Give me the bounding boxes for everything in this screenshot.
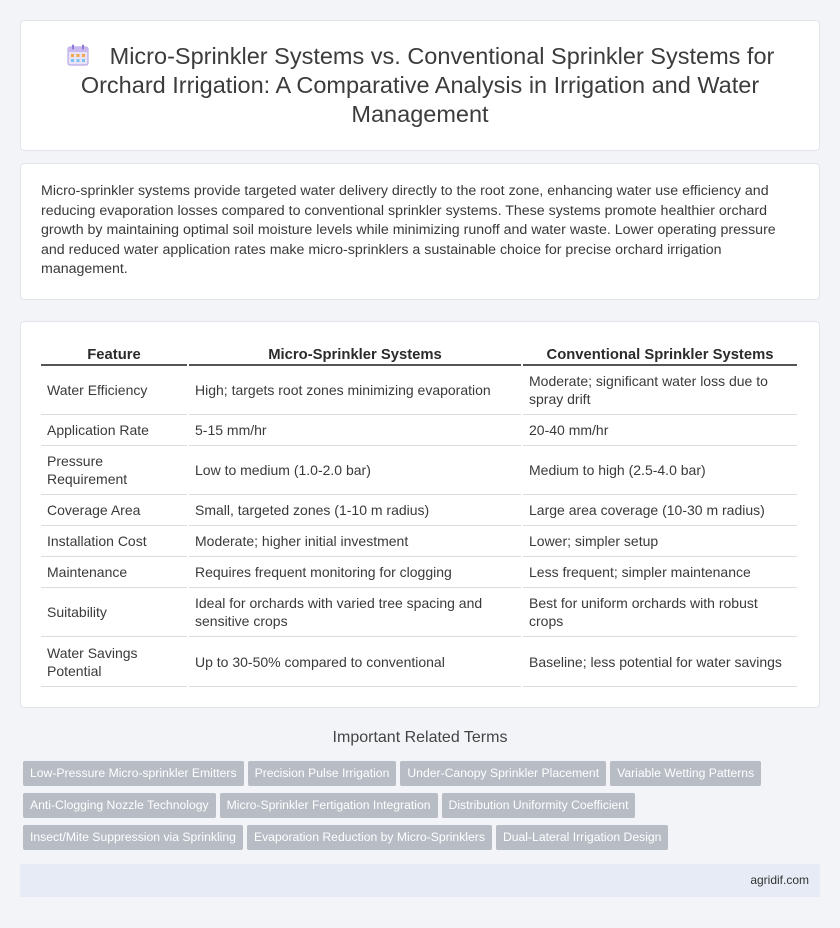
- table-cell: Less frequent; simpler maintenance: [523, 557, 797, 588]
- related-term-tag[interactable]: Low-Pressure Micro-sprinkler Emitters: [23, 761, 244, 786]
- table-cell: Maintenance: [41, 557, 187, 588]
- table-cell: Requires frequent monitoring for clogging: [189, 557, 521, 588]
- table-cell: Lower; simpler setup: [523, 526, 797, 557]
- table-cell: Up to 30-50% compared to conventional: [189, 637, 521, 687]
- summary-text: Micro-sprinkler systems provide targeted water delivery directly to the root zone, enhancing water use efficiency and reducing evaporation losses compared to conventional sprinkler systems. These systems promote healthier orchard growth by maintaining optimal soil moisture levels while minimizing runoff and water waste. Lower operating pressure and reduced water application rates make micro-sprinklers a sustainable choice for precise orchard irrigation management.: [41, 183, 776, 278]
- related-term-tag[interactable]: Variable Wetting Patterns: [610, 761, 761, 786]
- table-cell: Water Efficiency: [41, 366, 187, 415]
- comparison-table: [39, 340, 799, 687]
- page-title: [50, 42, 790, 129]
- column-header-conventional: Conventional Sprinkler Systems: [523, 340, 797, 366]
- footer: [20, 864, 820, 897]
- related-terms-list: [23, 761, 813, 857]
- calendar-icon: [66, 43, 92, 67]
- related-term-tag[interactable]: Precision Pulse Irrigation: [248, 761, 397, 786]
- table-cell: Low to medium (1.0-2.0 bar): [189, 446, 521, 495]
- table-row: [41, 366, 797, 415]
- table-row: [41, 557, 797, 588]
- related-terms-heading: Important Related Terms: [332, 729, 508, 746]
- table-cell: Coverage Area: [41, 495, 187, 526]
- related-term-tag[interactable]: Micro-Sprinkler Fertigation Integration: [220, 793, 438, 818]
- table-cell: Baseline; less potential for water savings: [523, 637, 797, 687]
- related-term-tag[interactable]: Distribution Uniformity Coefficient: [442, 793, 636, 818]
- table-row: [41, 495, 797, 526]
- table-cell: Medium to high (2.5-4.0 bar): [523, 446, 797, 495]
- table-cell: Small, targeted zones (1-10 m radius): [189, 495, 521, 526]
- related-term-tag[interactable]: Under-Canopy Sprinkler Placement: [400, 761, 606, 786]
- column-header-micro: Micro-Sprinkler Systems: [189, 340, 521, 366]
- table-cell: 5-15 mm/hr: [189, 415, 521, 446]
- table-row: [41, 526, 797, 557]
- related-term-tag[interactable]: Anti-Clogging Nozzle Technology: [23, 793, 216, 818]
- table-row: [41, 446, 797, 495]
- footer-site-link[interactable]: agridif.com: [750, 873, 809, 887]
- table-cell: Suitability: [41, 588, 187, 637]
- table-cell: High; targets root zones minimizing evaporation: [189, 366, 521, 415]
- table-row: [41, 415, 797, 446]
- table-header-row: [41, 340, 797, 366]
- related-term-tag[interactable]: Evaporation Reduction by Micro-Sprinklers: [247, 825, 492, 850]
- related-term-tag[interactable]: Dual-Lateral Irrigation Design: [496, 825, 669, 850]
- column-header-feature: Feature: [41, 340, 187, 366]
- summary-card: [20, 163, 820, 300]
- title-card: [20, 20, 820, 151]
- table-cell: Application Rate: [41, 415, 187, 446]
- table-cell: Moderate; higher initial investment: [189, 526, 521, 557]
- table-cell: Water Savings Potential: [41, 637, 187, 687]
- table-cell: Pressure Requirement: [41, 446, 187, 495]
- table-row: [41, 588, 797, 637]
- table-cell: Best for uniform orchards with robust crops: [523, 588, 797, 637]
- table-cell: Large area coverage (10-30 m radius): [523, 495, 797, 526]
- table-cell: Moderate; significant water loss due to spray drift: [523, 366, 797, 415]
- table-cell: 20-40 mm/hr: [523, 415, 797, 446]
- comparison-table-card: [20, 321, 820, 708]
- table-cell: Ideal for orchards with varied tree spacing and sensitive crops: [189, 588, 521, 637]
- page-title-text: Micro-Sprinkler Systems vs. Conventional Sprinkler Systems for Orchard Irrigation: A Comparative Analysis in Irrigation and Water Management: [80, 43, 775, 127]
- table-cell: Installation Cost: [41, 526, 187, 557]
- table-row: [41, 637, 797, 687]
- related-term-tag[interactable]: Insect/Mite Suppression via Sprinkling: [23, 825, 243, 850]
